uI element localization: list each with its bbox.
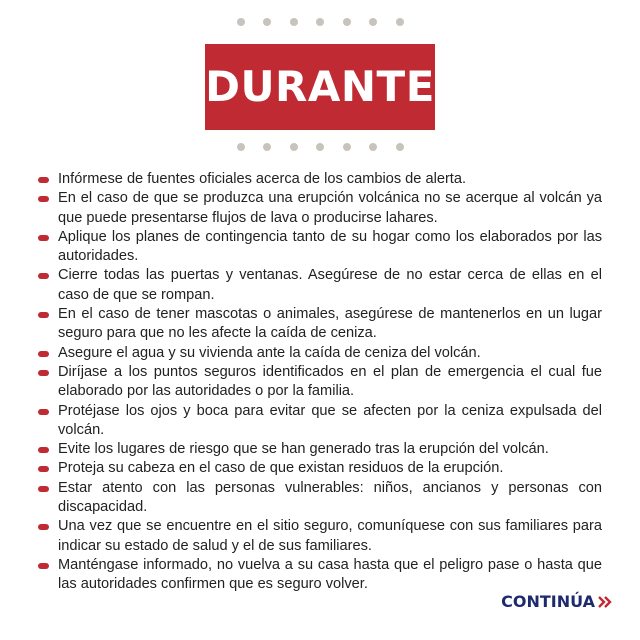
list-item — [38, 517, 602, 556]
list-item-text: Asegure el agua y su vivienda ante la caída de ceniza del volcán. — [58, 344, 481, 361]
bullet-icon — [38, 312, 49, 318]
list-item-text: En el caso de tener mascotas o animales, asegúrese de mantenerlos en un lugar seguro para que no les afecte la caída de ceniza. — [58, 306, 602, 342]
bullet-icon — [38, 351, 49, 357]
bottom-dot-divider — [0, 143, 640, 151]
bullet-icon — [38, 466, 49, 472]
list-item-text: En el caso de que se produzca una erupción volcánica no se acerque al volcán ya que puede presentarse flujos de lava o producirse lahares. — [58, 190, 602, 226]
list-item-text: Cierre todas las puertas y ventanas. Asegúrese de no estar cerca de ellas en el caso de que se rompan. — [58, 267, 602, 303]
list-item — [38, 344, 602, 363]
list-item — [38, 363, 602, 402]
bullet-icon — [38, 409, 49, 415]
list-item — [38, 228, 602, 267]
title-banner — [205, 44, 435, 130]
bullet-icon — [38, 486, 49, 492]
list-item-text: Evite los lugares de riesgo que se han generado tras la erupción del volcán. — [58, 441, 549, 458]
bullet-icon — [38, 196, 49, 202]
divider-dot — [369, 143, 377, 151]
page-title: DURANTE — [205, 62, 435, 111]
recommendation-list — [38, 170, 602, 595]
list-item — [38, 402, 602, 441]
divider-dot — [396, 18, 404, 26]
bullet-icon — [38, 563, 49, 569]
divider-dot — [369, 18, 377, 26]
double-chevron-right-icon — [598, 596, 612, 608]
bullet-icon — [38, 370, 49, 376]
continue-button[interactable] — [501, 594, 612, 610]
bullet-icon — [38, 273, 49, 279]
list-item-text: Manténgase informado, no vuelva a su casa hasta que el peligro pase o hasta que las autoridades confirmen que es seguro volver. — [58, 556, 602, 593]
list-item-text: Infórmese de fuentes oficiales acerca de los cambios de alerta. — [58, 171, 467, 187]
list-item-text: Estar atento con las personas vulnerables: niños, ancianos y personas con discapacidad. — [58, 479, 602, 516]
list-item — [38, 556, 602, 595]
list-item — [38, 459, 602, 478]
divider-dot — [290, 18, 298, 26]
divider-dot — [263, 18, 271, 26]
list-item — [38, 305, 602, 344]
divider-dot — [343, 143, 351, 151]
list-item — [38, 479, 602, 518]
list-item-text: Aplique los planes de contingencia tanto de su hogar como los elaborados por las autoridades. — [58, 228, 602, 265]
list-item — [38, 170, 602, 189]
list-item — [38, 189, 602, 228]
continue-label: CONTINÚA — [501, 592, 595, 611]
divider-dot — [237, 18, 245, 26]
divider-dot — [237, 143, 245, 151]
bullet-icon — [38, 524, 49, 530]
divider-dot — [290, 143, 298, 151]
list-item-text: Diríjase a los puntos seguros identificados en el plan de emergencia el cual fue elaborado por las autoridades o por la familia. — [58, 363, 602, 400]
list-item — [38, 440, 602, 459]
divider-dot — [343, 18, 351, 26]
top-dot-divider — [0, 18, 640, 26]
list-item — [38, 266, 602, 305]
bullet-icon — [38, 177, 49, 183]
divider-dot — [396, 143, 404, 151]
divider-dot — [263, 143, 271, 151]
bullet-icon — [38, 447, 49, 453]
bullet-icon — [38, 235, 49, 241]
list-item-text: Proteja su cabeza en el caso de que existan residuos de la erupción. — [58, 460, 504, 477]
list-item-text: Protéjase los ojos y boca para evitar que se afecten por la ceniza expulsada del volcán. — [58, 402, 602, 438]
divider-dot — [316, 143, 324, 151]
list-item-text: Una vez que se encuentre en el sitio seguro, comuníquese con sus familiares para indicar su estado de salud y el de sus familiares. — [58, 518, 602, 554]
divider-dot — [316, 18, 324, 26]
